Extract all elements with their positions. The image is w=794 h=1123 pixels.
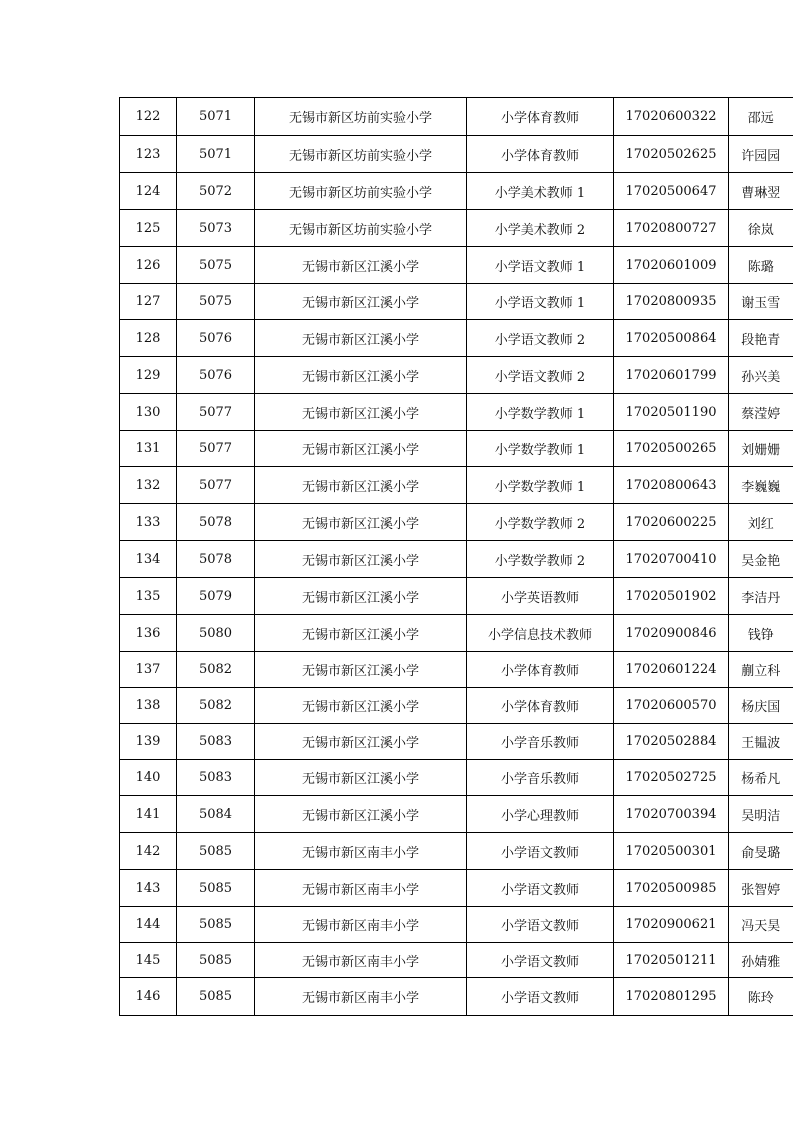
exam-id-cell: 17020900846 [614,615,729,652]
position-title-cell: 小学数学教师 2 [467,541,614,578]
row-number-cell: 143 [120,870,177,907]
school-cell: 无锡市新区江溪小学 [255,247,467,284]
position-title-cell: 小学音乐教师 [467,760,614,796]
row-number-cell: 133 [120,504,177,541]
candidate-name-cell: 杨希凡 [729,760,793,796]
table-row [120,796,793,833]
position-code-cell: 5072 [177,173,255,210]
row-number-cell: 122 [120,98,177,136]
candidate-name-cell: 蔡滢婷 [729,394,793,431]
position-title-cell: 小学数学教师 1 [467,394,614,431]
table-row [120,907,793,943]
exam-id-cell: 17020700410 [614,541,729,578]
position-code-cell: 5071 [177,136,255,173]
position-title-cell: 小学数学教师 1 [467,431,614,467]
school-cell: 无锡市新区坊前实验小学 [255,210,467,247]
candidate-name-cell: 刘红 [729,504,793,541]
table-row [120,431,793,467]
school-cell: 无锡市新区坊前实验小学 [255,173,467,210]
school-cell: 无锡市新区江溪小学 [255,796,467,833]
position-code-cell: 5077 [177,431,255,467]
position-title-cell: 小学音乐教师 [467,724,614,760]
exam-id-cell: 17020502884 [614,724,729,760]
row-number-cell: 126 [120,247,177,284]
candidate-name-cell: 邵远 [729,98,793,136]
position-code-cell: 5073 [177,210,255,247]
position-code-cell: 5082 [177,688,255,724]
exam-id-cell: 17020600322 [614,98,729,136]
school-cell: 无锡市新区南丰小学 [255,978,467,1016]
exam-id-cell: 17020700394 [614,796,729,833]
row-number-cell: 132 [120,467,177,504]
candidate-name-cell: 钱铮 [729,615,793,652]
exam-id-cell: 17020800727 [614,210,729,247]
school-cell: 无锡市新区南丰小学 [255,870,467,907]
candidate-name-cell: 刘姗姗 [729,431,793,467]
position-title-cell: 小学语文教师 2 [467,320,614,357]
position-code-cell: 5083 [177,760,255,796]
position-code-cell: 5080 [177,615,255,652]
position-title-cell: 小学语文教师 [467,943,614,978]
row-number-cell: 129 [120,357,177,394]
position-code-cell: 5077 [177,467,255,504]
row-number-cell: 135 [120,578,177,615]
exam-id-cell: 17020801295 [614,978,729,1016]
position-title-cell: 小学体育教师 [467,688,614,724]
table-row [120,652,793,688]
position-title-cell: 小学语文教师 1 [467,284,614,320]
row-number-cell: 142 [120,833,177,870]
exam-id-cell: 17020500647 [614,173,729,210]
table-row [120,833,793,870]
candidate-name-cell: 陈璐 [729,247,793,284]
table-row [120,541,793,578]
table-row [120,210,793,247]
table-row [120,467,793,504]
exam-id-cell: 17020800935 [614,284,729,320]
exam-id-cell: 17020900621 [614,907,729,943]
position-title-cell: 小学语文教师 [467,833,614,870]
school-cell: 无锡市新区江溪小学 [255,467,467,504]
table-row [120,724,793,760]
exam-id-cell: 17020502725 [614,760,729,796]
results-table [119,97,793,1016]
school-cell: 无锡市新区江溪小学 [255,688,467,724]
position-code-cell: 5085 [177,833,255,870]
candidate-name-cell: 徐岚 [729,210,793,247]
exam-id-cell: 17020600225 [614,504,729,541]
exam-id-cell: 17020501190 [614,394,729,431]
position-code-cell: 5076 [177,357,255,394]
row-number-cell: 140 [120,760,177,796]
position-code-cell: 5071 [177,98,255,136]
table-row [120,870,793,907]
candidate-name-cell: 吴明洁 [729,796,793,833]
position-code-cell: 5075 [177,284,255,320]
school-cell: 无锡市新区坊前实验小学 [255,98,467,136]
position-code-cell: 5085 [177,943,255,978]
exam-id-cell: 17020601799 [614,357,729,394]
school-cell: 无锡市新区江溪小学 [255,724,467,760]
table-row [120,760,793,796]
position-title-cell: 小学心理教师 [467,796,614,833]
position-title-cell: 小学体育教师 [467,652,614,688]
candidate-name-cell: 陈玲 [729,978,793,1016]
table-row [120,357,793,394]
table-row [120,578,793,615]
row-number-cell: 137 [120,652,177,688]
school-cell: 无锡市新区江溪小学 [255,541,467,578]
row-number-cell: 125 [120,210,177,247]
position-code-cell: 5083 [177,724,255,760]
position-code-cell: 5079 [177,578,255,615]
candidate-name-cell: 张智婷 [729,870,793,907]
row-number-cell: 134 [120,541,177,578]
school-cell: 无锡市新区坊前实验小学 [255,136,467,173]
position-title-cell: 小学信息技术教师 [467,615,614,652]
table-row [120,173,793,210]
school-cell: 无锡市新区江溪小学 [255,284,467,320]
table-row [120,247,793,284]
school-cell: 无锡市新区南丰小学 [255,943,467,978]
row-number-cell: 139 [120,724,177,760]
exam-id-cell: 17020600570 [614,688,729,724]
exam-id-cell: 17020500301 [614,833,729,870]
table-row [120,320,793,357]
candidate-name-cell: 俞旻璐 [729,833,793,870]
row-number-cell: 124 [120,173,177,210]
position-code-cell: 5082 [177,652,255,688]
row-number-cell: 141 [120,796,177,833]
row-number-cell: 128 [120,320,177,357]
row-number-cell: 146 [120,978,177,1016]
exam-id-cell: 17020800643 [614,467,729,504]
table-row [120,394,793,431]
school-cell: 无锡市新区江溪小学 [255,615,467,652]
candidate-name-cell: 杨庆国 [729,688,793,724]
exam-id-cell: 17020601009 [614,247,729,284]
position-code-cell: 5085 [177,907,255,943]
exam-id-cell: 17020502625 [614,136,729,173]
candidate-name-cell: 蒯立科 [729,652,793,688]
exam-id-cell: 17020500265 [614,431,729,467]
exam-id-cell: 17020500864 [614,320,729,357]
school-cell: 无锡市新区江溪小学 [255,760,467,796]
position-title-cell: 小学语文教师 [467,907,614,943]
position-title-cell: 小学体育教师 [467,136,614,173]
position-title-cell: 小学美术教师 2 [467,210,614,247]
row-number-cell: 138 [120,688,177,724]
table-row [120,504,793,541]
position-code-cell: 5085 [177,978,255,1016]
candidate-name-cell: 吴金艳 [729,541,793,578]
candidate-name-cell: 孙兴美 [729,357,793,394]
position-code-cell: 5075 [177,247,255,284]
table-row [120,615,793,652]
row-number-cell: 145 [120,943,177,978]
table-row [120,98,793,136]
school-cell: 无锡市新区江溪小学 [255,578,467,615]
row-number-cell: 123 [120,136,177,173]
position-code-cell: 5084 [177,796,255,833]
position-code-cell: 5076 [177,320,255,357]
school-cell: 无锡市新区江溪小学 [255,431,467,467]
exam-id-cell: 17020601224 [614,652,729,688]
position-title-cell: 小学体育教师 [467,98,614,136]
position-code-cell: 5078 [177,504,255,541]
table-row [120,978,793,1016]
row-number-cell: 131 [120,431,177,467]
candidate-name-cell: 李洁丹 [729,578,793,615]
position-title-cell: 小学语文教师 1 [467,247,614,284]
school-cell: 无锡市新区江溪小学 [255,652,467,688]
candidate-name-cell: 许园园 [729,136,793,173]
position-title-cell: 小学数学教师 1 [467,467,614,504]
table-row [120,688,793,724]
school-cell: 无锡市新区江溪小学 [255,504,467,541]
position-title-cell: 小学语文教师 [467,978,614,1016]
candidate-name-cell: 李巍巍 [729,467,793,504]
table-row [120,136,793,173]
candidate-name-cell: 冯天昊 [729,907,793,943]
exam-id-cell: 17020501211 [614,943,729,978]
position-code-cell: 5077 [177,394,255,431]
school-cell: 无锡市新区江溪小学 [255,357,467,394]
row-number-cell: 144 [120,907,177,943]
position-title-cell: 小学语文教师 2 [467,357,614,394]
table-row [120,943,793,978]
exam-id-cell: 17020500985 [614,870,729,907]
candidate-name-cell: 孙婧雅 [729,943,793,978]
row-number-cell: 136 [120,615,177,652]
position-code-cell: 5078 [177,541,255,578]
results-table-body [120,98,793,1016]
position-title-cell: 小学英语教师 [467,578,614,615]
candidate-name-cell: 曹琳翌 [729,173,793,210]
candidate-name-cell: 谢玉雪 [729,284,793,320]
candidate-name-cell: 王韫波 [729,724,793,760]
school-cell: 无锡市新区江溪小学 [255,320,467,357]
candidate-name-cell: 段艳青 [729,320,793,357]
position-title-cell: 小学语文教师 [467,870,614,907]
school-cell: 无锡市新区南丰小学 [255,833,467,870]
position-title-cell: 小学数学教师 2 [467,504,614,541]
school-cell: 无锡市新区南丰小学 [255,907,467,943]
exam-id-cell: 17020501902 [614,578,729,615]
position-code-cell: 5085 [177,870,255,907]
table-row [120,284,793,320]
row-number-cell: 130 [120,394,177,431]
position-title-cell: 小学美术教师 1 [467,173,614,210]
school-cell: 无锡市新区江溪小学 [255,394,467,431]
row-number-cell: 127 [120,284,177,320]
